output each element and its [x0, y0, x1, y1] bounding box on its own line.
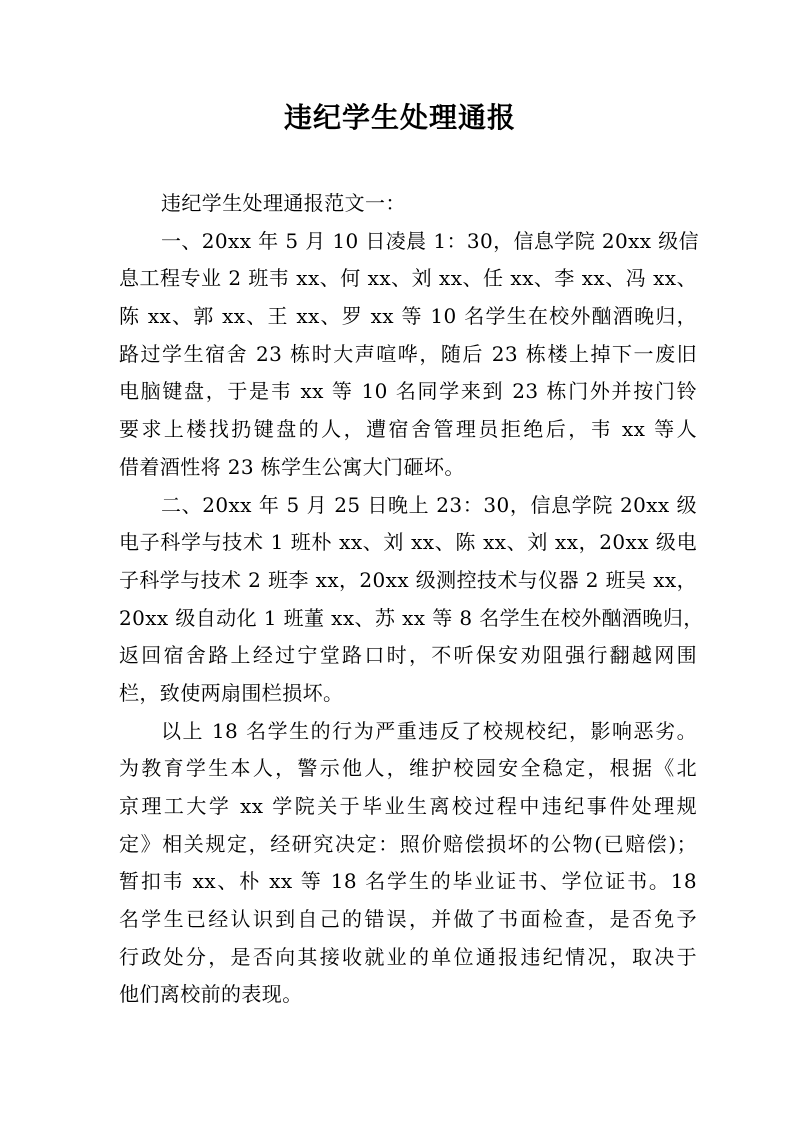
paragraph-1-line-2: 息工程专业 2 班韦 xx、何 xx、刘 xx、任 xx、李 xx、冯 xx、: [119, 266, 697, 291]
paragraph-1-line-5: 电脑键盘，于是韦 xx 等 10 名同学来到 23 栋门外并按门铃: [119, 379, 697, 404]
paragraph-2-line-6: 栏，致使两扇围栏损坏。: [119, 680, 344, 705]
paragraph-2-line-5: 返回宿舍路上经过宁堂路口时，不听保安劝阻强行翻越网围: [119, 643, 697, 668]
paragraph-3-line-5: 暂扣韦 xx、朴 xx 等 18 名学生的毕业证书、学位证书。18: [119, 869, 697, 894]
paragraph-3-line-3: 京理工大学 xx 学院关于毕业生离校过程中违纪事件处理规: [119, 794, 697, 818]
paragraph-1-line-3: 陈 xx、郭 xx、王 xx、罗 xx 等 10 名学生在校外酗酒晚归，: [119, 304, 697, 329]
paragraph-3-line-1: 以上 18 名学生的行为严重违反了校规校纪，影响恶劣。: [161, 718, 697, 743]
paragraph-3-line-7: 行政处分，是否向其接收就业的单位通报违纪情况，取决于: [119, 944, 697, 969]
paragraph-2-line-3: 子科学与技术 2 班李 xx，20xx 级测控技术与仪器 2 班吴 xx，: [119, 567, 697, 592]
paragraph-1-line-4: 路过学生宿舍 23 栋时大声喧哗，随后 23 栋楼上掉下一废旧: [119, 341, 697, 366]
paragraph-2-line-2: 电子科学与技术 1 班朴 xx、刘 xx、陈 xx、刘 xx，20xx 级电: [119, 530, 697, 555]
paragraph-1-line-6: 要求上楼找扔键盘的人，遭宿舍管理员拒绝后，韦 xx 等人: [119, 417, 697, 442]
paragraph-3-line-4: 定》相关规定，经研究决定：照价赔偿损坏的公物(已赔偿)；: [119, 831, 697, 856]
section-heading: 违纪学生处理通报范文一：: [161, 191, 406, 215]
paragraph-3-line-6: 名学生已经认识到自己的错误，并做了书面检查，是否免予: [119, 907, 697, 932]
paragraph-2-line-1: 二、20xx 年 5 月 25 日晚上 23：30，信息学院 20xx 级: [161, 492, 697, 517]
paragraph-3-line-8: 他们离校前的表现。: [119, 982, 303, 1007]
paragraph-3-line-2: 为教育学生本人，警示他人，维护校园安全稳定，根据《北: [119, 756, 697, 781]
paragraph-1-line-7: 借着酒性将 23 栋学生公寓大门砸坏。: [119, 454, 465, 479]
document-body: [119, 185, 704, 1014]
paragraph-2-line-4: 20xx 级自动化 1 班董 xx、苏 xx 等 8 名学生在校外酗酒晚归，: [119, 605, 704, 630]
document-title: 违纪学生处理通报: [283, 101, 516, 134]
paragraph-1-line-1: 一、20xx 年 5 月 10 日凌晨 1：30，信息学院 20xx 级信: [161, 228, 700, 253]
